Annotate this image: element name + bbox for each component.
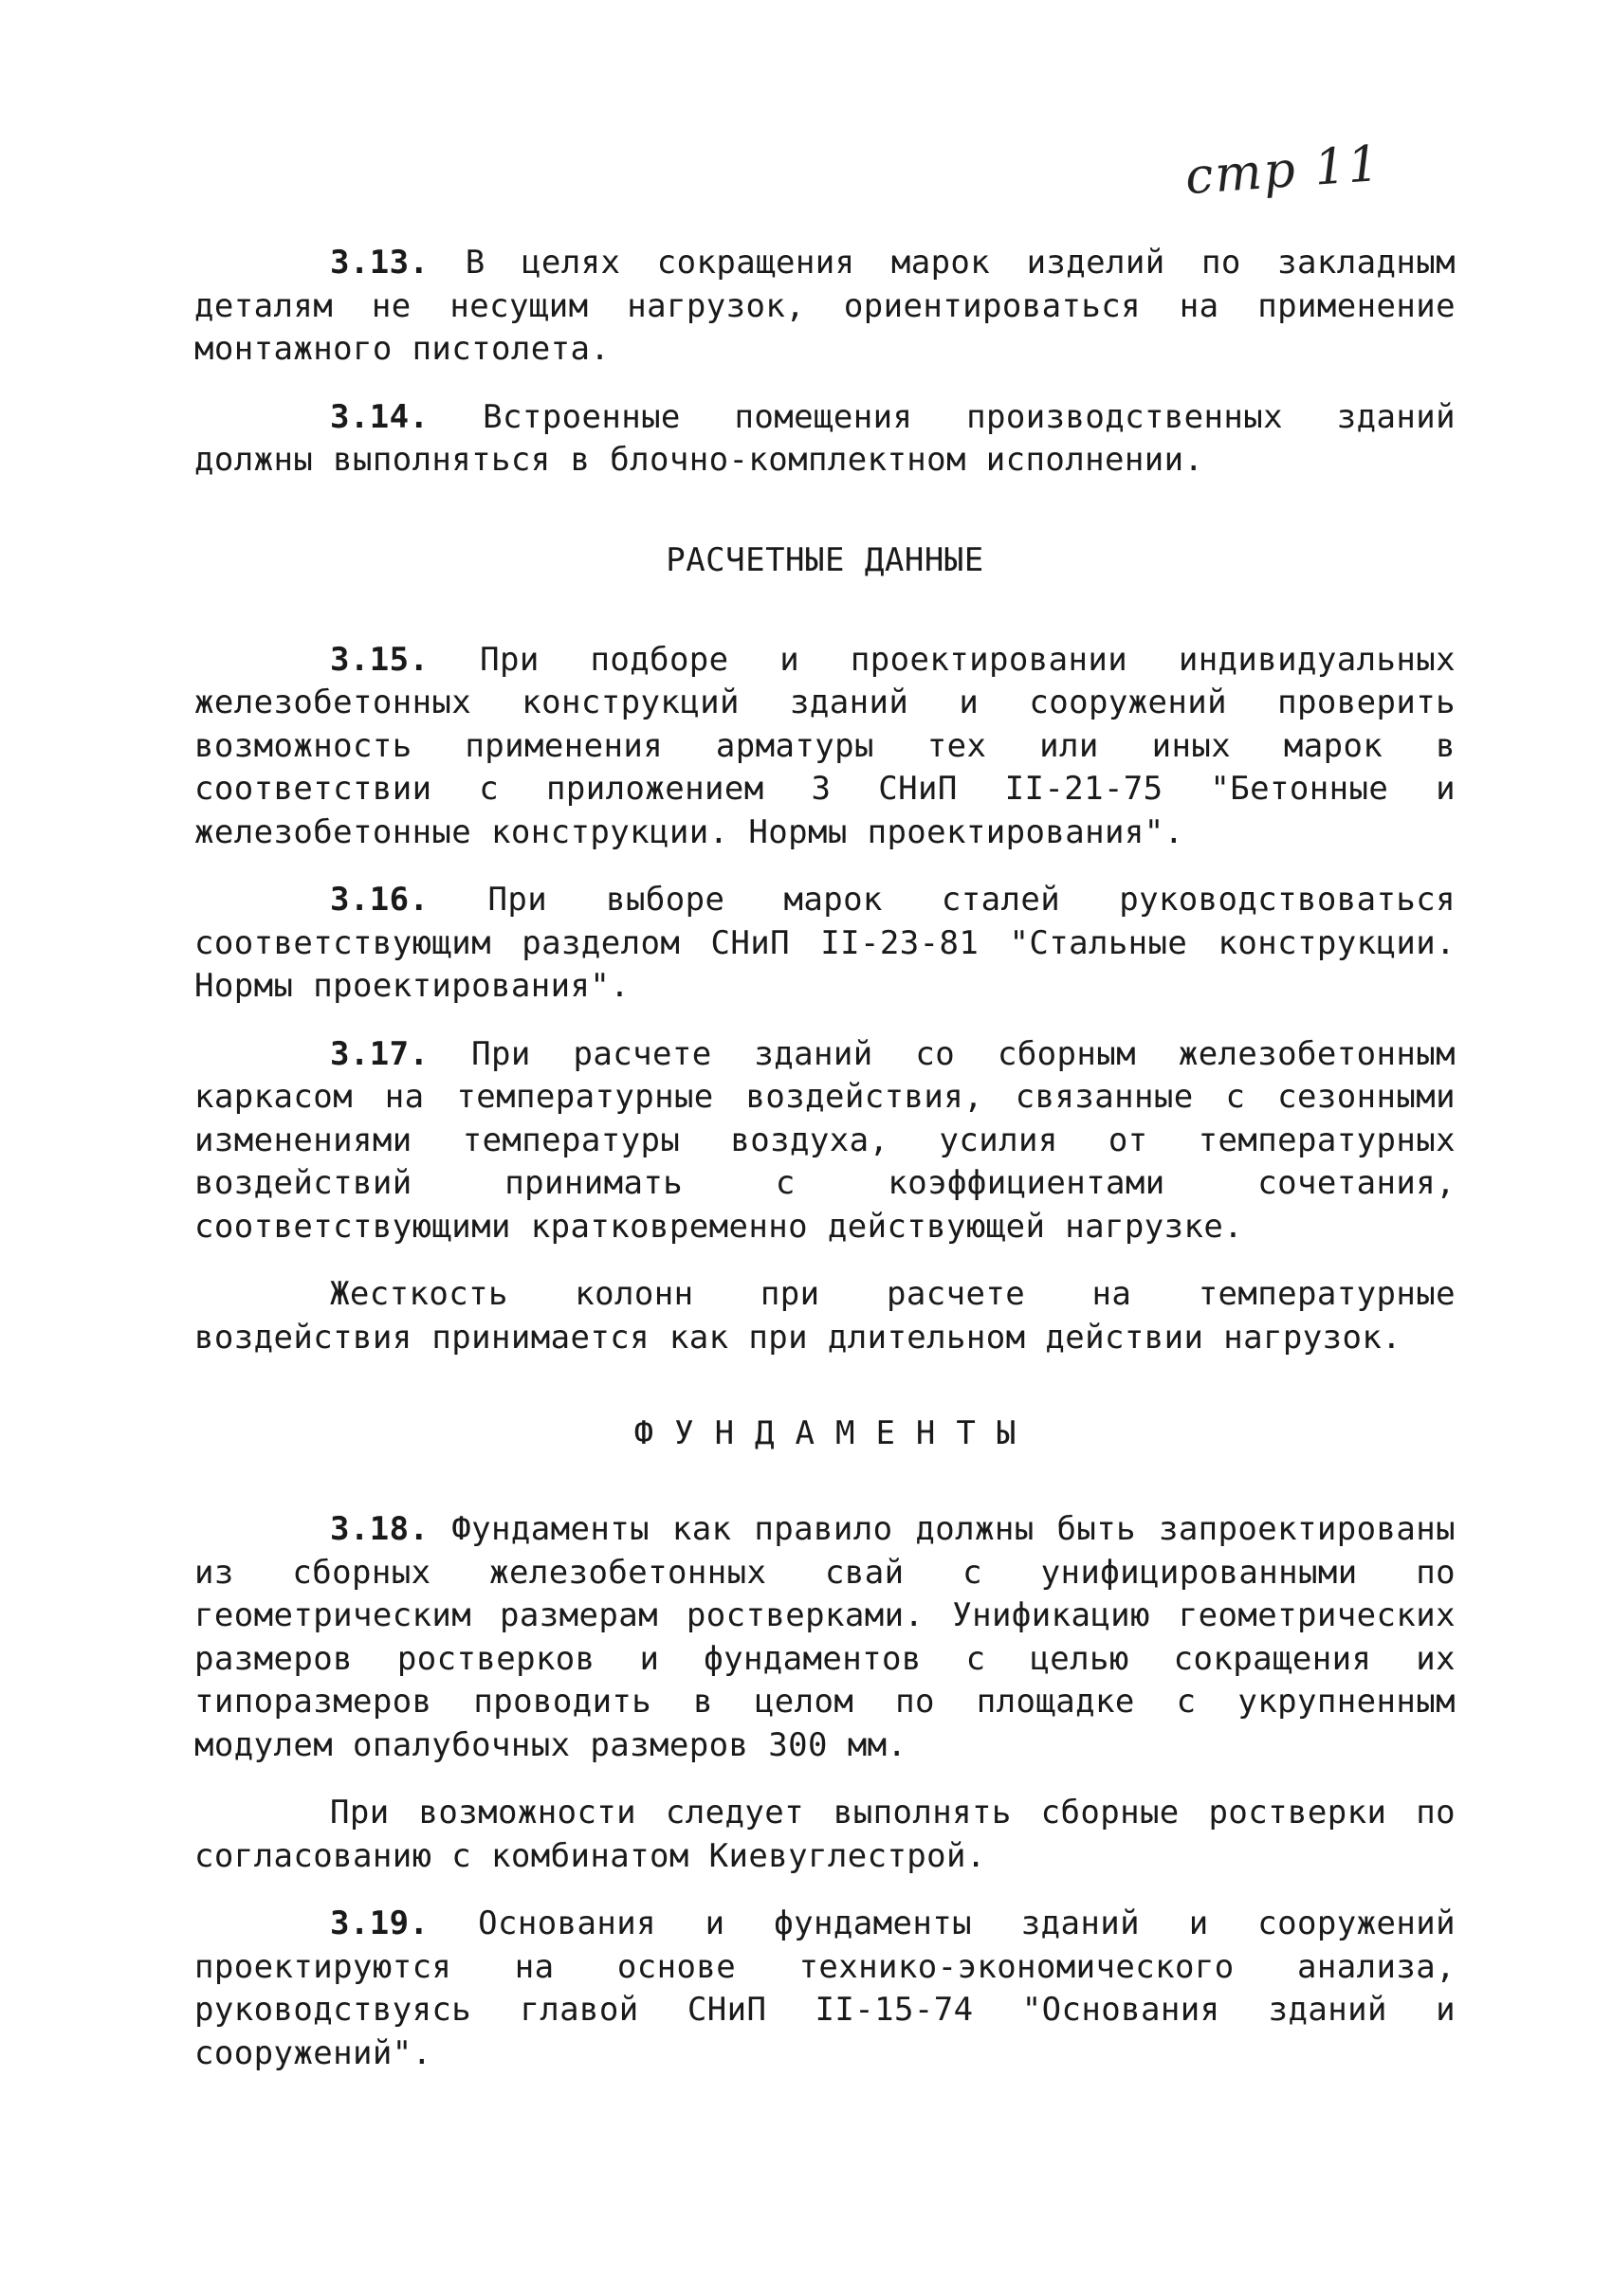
paragraph-number: 3.18. xyxy=(330,1510,430,1548)
paragraph-number: 3.17. xyxy=(330,1034,430,1073)
document-body xyxy=(194,242,1456,2100)
page-number: стр 11 xyxy=(1183,135,1383,207)
paragraph-text: При подборе и проектировании индивидуальных железобетонных конструкций зданий и сооружений проверить возможность применения арматуры тех или иных марок в соответствии с приложением 3 СНиП II-21-75 "Бетонные и железобетонные конструкции. Нормы проектирования". xyxy=(194,640,1456,851)
paragraph-3-19 xyxy=(194,1903,1456,2075)
paragraph-3-18-continued xyxy=(194,1792,1456,1878)
paragraph-number: 3.15. xyxy=(330,640,430,679)
paragraph-number: 3.14. xyxy=(330,397,430,436)
paragraph-number: 3.16. xyxy=(330,881,430,919)
paragraph-text: Основания и фундаменты зданий и сооружений проектируются на основе технико-экономического анализа, руководствуясь главой СНиП II-15-74 "Основания зданий и сооружений". xyxy=(194,1904,1456,2072)
paragraph-3-17 xyxy=(194,1033,1456,1249)
paragraph-number: 3.19. xyxy=(330,1904,430,1942)
paragraph-3-17-continued xyxy=(194,1273,1456,1359)
paragraph-number: 3.13. xyxy=(330,244,430,282)
section-heading-calc: РАСЧЕТНЫЕ ДАННЫЕ xyxy=(666,540,984,579)
paragraph-text: В целях сокращения марок изделий по закладным деталям не несущим нагрузок, ориентироваться на применение монтажного пистолета. xyxy=(194,244,1456,368)
paragraph-3-16 xyxy=(194,879,1456,1009)
paragraph-3-14 xyxy=(194,396,1456,483)
paragraph-text: При расчете зданий со сборным железобетонным каркасом на температурные воздействия, связанные с сезонными изменениями температуры воздуха, усилия от температурных воздействий принимать с коэффициентами сочетания, соответствующими кратковременно действующей нагрузке. xyxy=(194,1034,1456,1246)
paragraph-text: Фундаменты как правило должны быть запроектированы из сборных железобетонных свай с унифицированными по геометрическим размерам ростверками. Унификацию геометрических размеров ростверков и фундаментов с целью сокращения их типоразмеров проводить в целом по площадке с укрупненным модулем опалубочных размеров 300 мм. xyxy=(194,1510,1456,1764)
paragraph-text: При возможности следует выполнять сборные ростверки по согласованию с комбинатом Киевуглестрой. xyxy=(194,1794,1456,1875)
paragraph-text: Жесткость колонн при расчете на температурные воздействия принимается как при длительном действии нагрузок. xyxy=(194,1275,1456,1357)
paragraph-3-18 xyxy=(194,1508,1456,1767)
paragraph-3-15 xyxy=(194,639,1456,855)
paragraph-text: При выборе марок сталей руководствоваться соответствующим разделом СНиП II-23-81 "Стальные конструкции. Нормы проектирования". xyxy=(194,881,1456,1005)
paragraph-text: Встроенные помещения производственных зданий должны выполняться в блочно-комплектном исполнении. xyxy=(194,397,1456,479)
section-heading-foundations: ФУНДАМЕНТЫ xyxy=(633,1414,1037,1452)
paragraph-3-13 xyxy=(194,242,1456,372)
